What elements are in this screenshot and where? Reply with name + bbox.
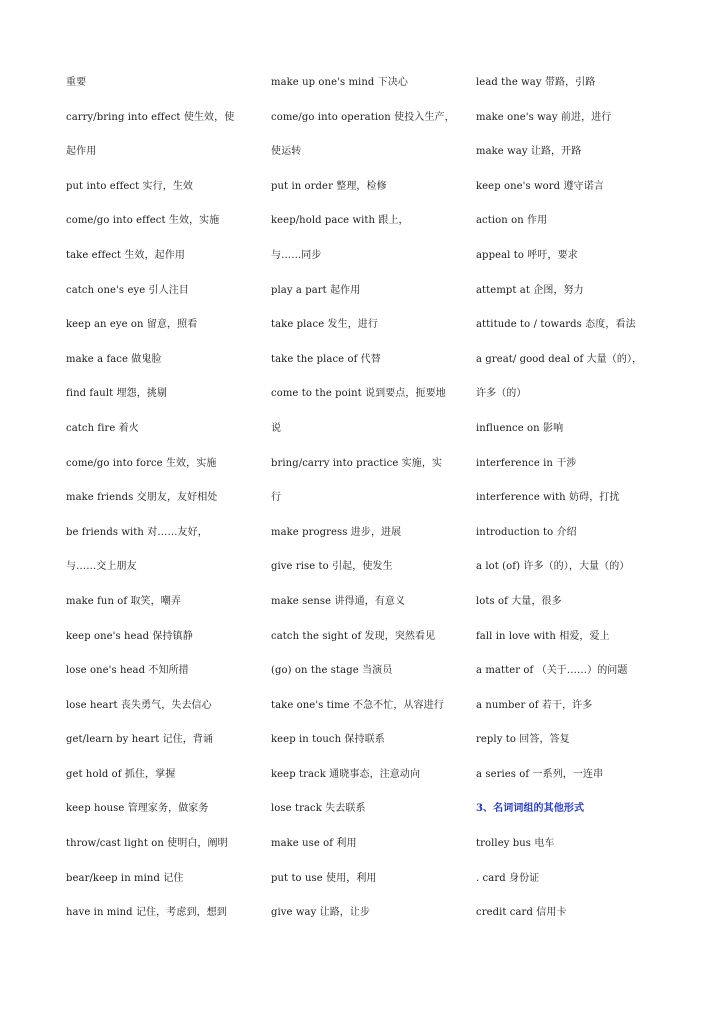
- phrase-line: make friends 交朋友，友好相处: [66, 492, 218, 504]
- phrase-line: find fault 埋怨，挑剔: [66, 388, 168, 400]
- phrase-line: take place 发生，进行: [271, 319, 378, 331]
- phrase-column-3: [476, 73, 676, 938]
- phrase-line: throw/cast light on 使明白，阐明: [66, 838, 228, 850]
- phrase-line: keep one's word 遵守诺言: [476, 180, 604, 192]
- phrase-line: reply to 回答，答复: [476, 734, 570, 746]
- phrase-column-1: [66, 73, 266, 938]
- phrase-line: interference in 干涉: [476, 457, 577, 469]
- phrase-line: make a face 做鬼脸: [66, 353, 162, 365]
- phrase-line: get hold of 抓住，掌握: [66, 768, 176, 780]
- phrase-line: lose one's head 不知所措: [66, 665, 189, 677]
- phrase-line: lose heart 丧失勇气，失去信心: [66, 699, 212, 711]
- phrase-line: credit card 信用卡: [476, 907, 567, 919]
- phrase-line: give rise to 引起，使发生: [271, 561, 393, 573]
- phrase-line: give way 让路，让步: [271, 907, 371, 919]
- phrase-line: play a part 起作用: [271, 284, 361, 296]
- phrase-line: interference with 妨碍，打扰: [476, 492, 620, 504]
- phrase-column-2: [271, 73, 471, 938]
- phrase-line: keep in touch 保持联系: [271, 734, 385, 746]
- phrase-line: put in order 整理，检修: [271, 180, 387, 192]
- phrase-line: make up one's mind 下决心: [271, 77, 408, 88]
- section-heading: 3、名词词组的其他形式: [476, 803, 585, 815]
- phrase-line: 重要: [66, 77, 87, 88]
- phrase-line: have in mind 记住，考虑到，想到: [66, 907, 227, 919]
- phrase-line: come/go into force 生效，实施: [66, 457, 217, 469]
- phrase-line: lose track 失去联系: [271, 803, 366, 815]
- phrase-line: bear/keep in mind 记住: [66, 872, 184, 884]
- phrase-line: attempt at 企图，努力: [476, 284, 584, 296]
- phrase-line: a matter of （关于……）的问题: [476, 665, 628, 677]
- phrase-line: a series of 一系列，一连串: [476, 768, 604, 780]
- phrase-line: influence on 影响: [476, 422, 564, 434]
- phrase-line: take one's time 不急不忙，从容进行: [271, 699, 444, 711]
- phrase-line: catch the sight of 发现，突然看见: [271, 630, 436, 642]
- phrase-line: take effect 生效，起作用: [66, 249, 185, 261]
- phrase-line: keep house 管理家务，做家务: [66, 803, 209, 815]
- phrase-line: be friends with 对……友好，: [66, 526, 208, 538]
- phrase-line: make use of 利用: [271, 838, 357, 850]
- phrase-line: a great/ good deal of 大量（的），: [476, 353, 643, 365]
- phrase-line: lots of 大量，很多: [476, 595, 562, 607]
- phrase-line: come/go into operation 使投入生产，: [271, 111, 455, 123]
- phrase-line: make progress 进步，进展: [271, 526, 402, 538]
- phrase-line: make fun of 取笑，嘲弄: [66, 595, 181, 607]
- phrase-line: come/go into effect 生效，实施: [66, 215, 220, 227]
- phrase-line: (go) on the stage 当演员: [271, 665, 393, 677]
- phrase-line: 行: [271, 492, 282, 504]
- phrase-line: introduction to 介绍: [476, 526, 577, 538]
- phrase-line: make sense 讲得通，有意义: [271, 595, 406, 607]
- phrase-line: keep track 通晓事态，注意动向: [271, 768, 421, 780]
- phrase-line: action on 作用: [476, 215, 548, 227]
- phrase-line: keep/hold pace with 跟上，: [271, 215, 409, 227]
- phrase-line: 许多（的）: [476, 388, 527, 400]
- phrase-line: make way 让路，开路: [476, 146, 582, 158]
- phrase-line: a lot (of) 许多（的），大量（的）: [476, 561, 630, 573]
- phrase-line: come to the point 说到要点，扼要地: [271, 388, 446, 400]
- phrase-line: 与……同步: [271, 249, 322, 261]
- phrase-line: appeal to 呼吁，要求: [476, 249, 578, 261]
- phrase-line: a number of 若干，许多: [476, 699, 593, 711]
- phrase-line: bring/carry into practice 实施，实: [271, 457, 443, 469]
- phrase-line: take the place of 代替: [271, 353, 381, 365]
- phrase-line: 使运转: [271, 146, 302, 158]
- phrase-line: trolley bus 电车: [476, 838, 555, 850]
- phrase-line: put to use 使用，利用: [271, 872, 377, 884]
- phrase-line: 说: [271, 422, 282, 434]
- phrase-line: 与……交上朋友: [66, 561, 137, 573]
- phrase-line: catch fire 着火: [66, 422, 139, 434]
- phrase-line: carry/bring into effect 使生效，使: [66, 111, 235, 123]
- phrase-line: put into effect 实行，生效: [66, 180, 194, 192]
- phrase-line: catch one's eye 引人注目: [66, 284, 189, 296]
- phrase-line: get/learn by heart 记住，背诵: [66, 734, 214, 746]
- phrase-line: 起作用: [66, 146, 97, 158]
- phrase-line: keep one's head 保持镇静: [66, 630, 193, 642]
- phrase-line: lead the way 带路，引路: [476, 77, 596, 88]
- phrase-line: keep an eye on 留意，照看: [66, 319, 198, 331]
- phrase-line: fall in love with 相爱，爱上: [476, 630, 610, 642]
- phrase-line: attitude to / towards 态度，看法: [476, 319, 636, 331]
- phrase-line: make one's way 前进，进行: [476, 111, 612, 123]
- phrase-line: . card 身份证: [476, 872, 540, 884]
